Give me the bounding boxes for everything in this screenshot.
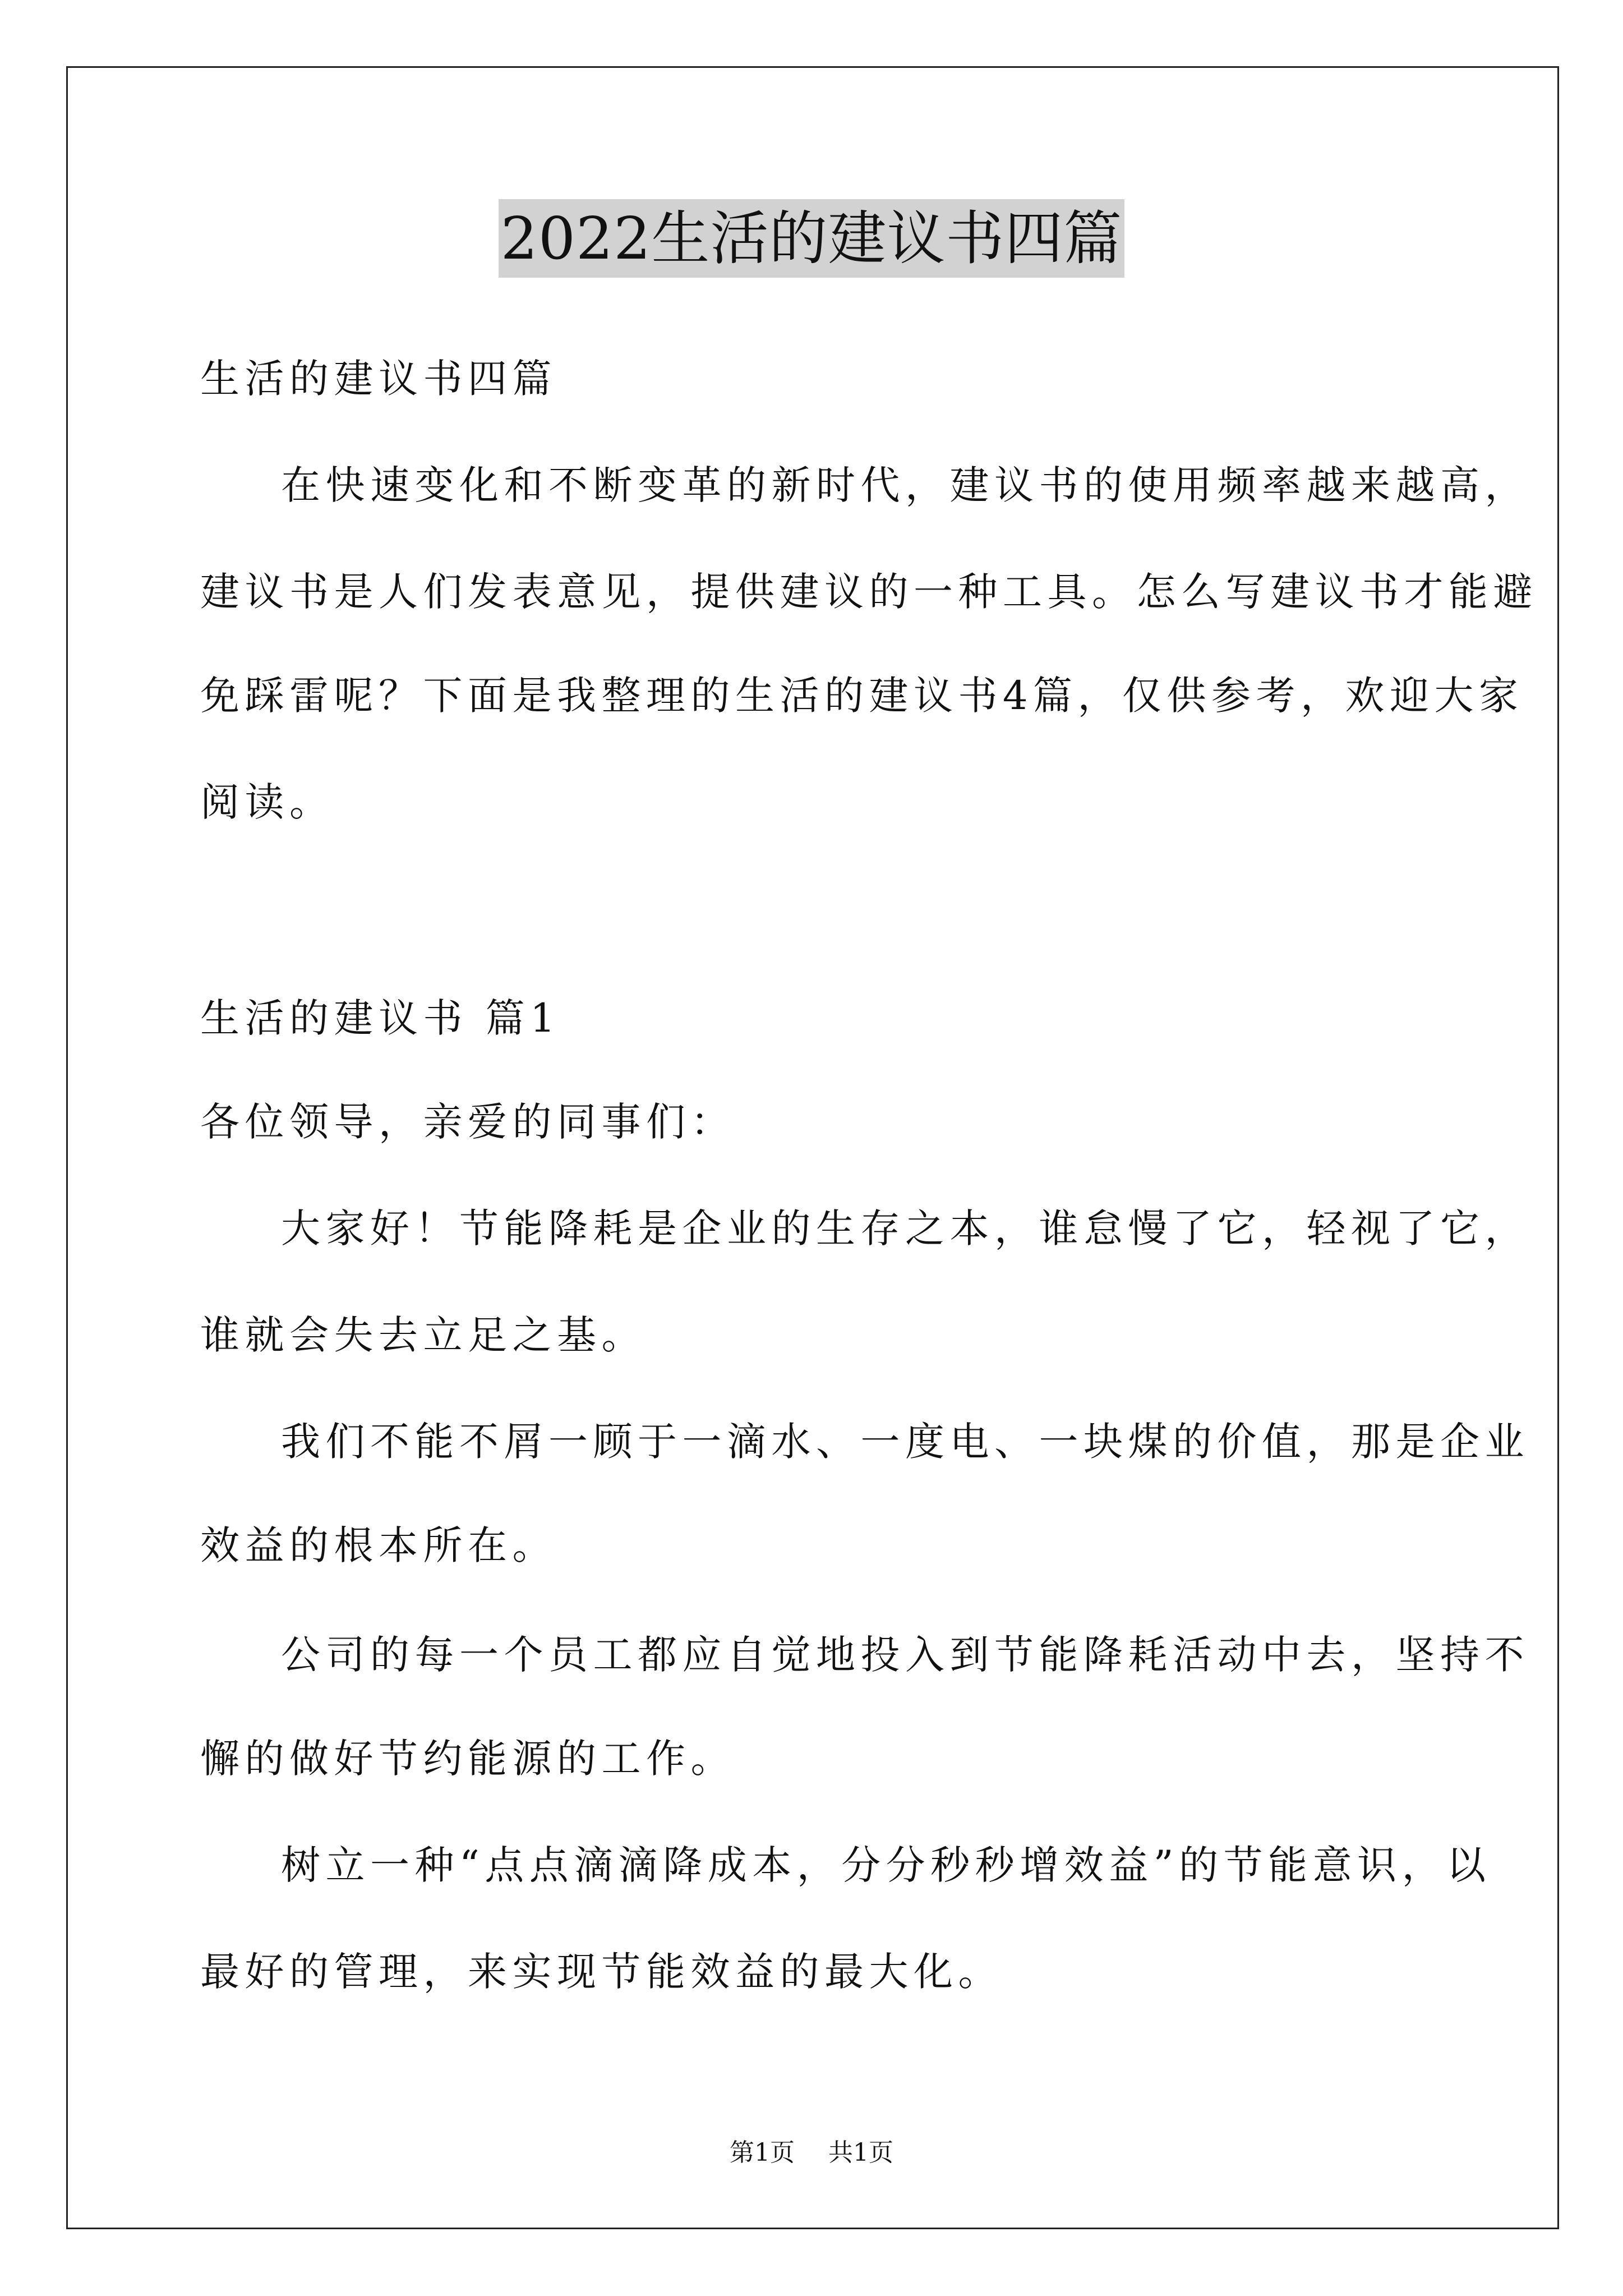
intro-line: 免踩雷呢？下面是我整理的生活的建议书4篇，仅供参考，欢迎大家 [200, 673, 1524, 719]
paragraph-line: 我们不能不屑一顾于一滴水、一度电、一块煤的价值，那是企业 [281, 1419, 1529, 1465]
paragraph-line: 树立一种“点点滴滴降成本，分分秒秒增效益”的节能意识，以 [281, 1842, 1491, 1888]
intro-line: 在快速变化和不断变革的新时代，建议书的使用频率越来越高， [281, 462, 1529, 508]
subtitle: 生活的建议书四篇 [200, 356, 557, 402]
paragraph-line: 大家好！节能降耗是企业的生存之本，谁怠慢了它，轻视了它， [281, 1205, 1529, 1251]
paragraph-line: 公司的每一个员工都应自觉地投入到节能降耗活动中去，坚持不 [281, 1632, 1529, 1678]
title-container [0, 199, 1623, 278]
paragraph-line: 懈的做好节约能源的工作。 [200, 1736, 735, 1782]
section-heading: 生活的建议书 篇1 [200, 995, 561, 1041]
paragraph-line: 谁就会失去立足之基。 [200, 1312, 646, 1358]
page-footer [0, 2136, 1623, 2170]
paragraph-line: 最好的管理，来实现节能效益的最大化。 [200, 1949, 1003, 1995]
paragraph-line: 效益的根本所在。 [200, 1522, 557, 1568]
document-title: 2022生活的建议书四篇 [499, 199, 1125, 278]
intro-line: 阅读。 [200, 779, 334, 825]
intro-line: 建议书是人们发表意见，提供建议的一种工具。怎么写建议书才能避 [200, 569, 1538, 615]
page-total: 共1页 [828, 2138, 893, 2167]
salutation: 各位领导，亲爱的同事们： [200, 1099, 735, 1145]
page-number: 第1页 [730, 2138, 795, 2167]
